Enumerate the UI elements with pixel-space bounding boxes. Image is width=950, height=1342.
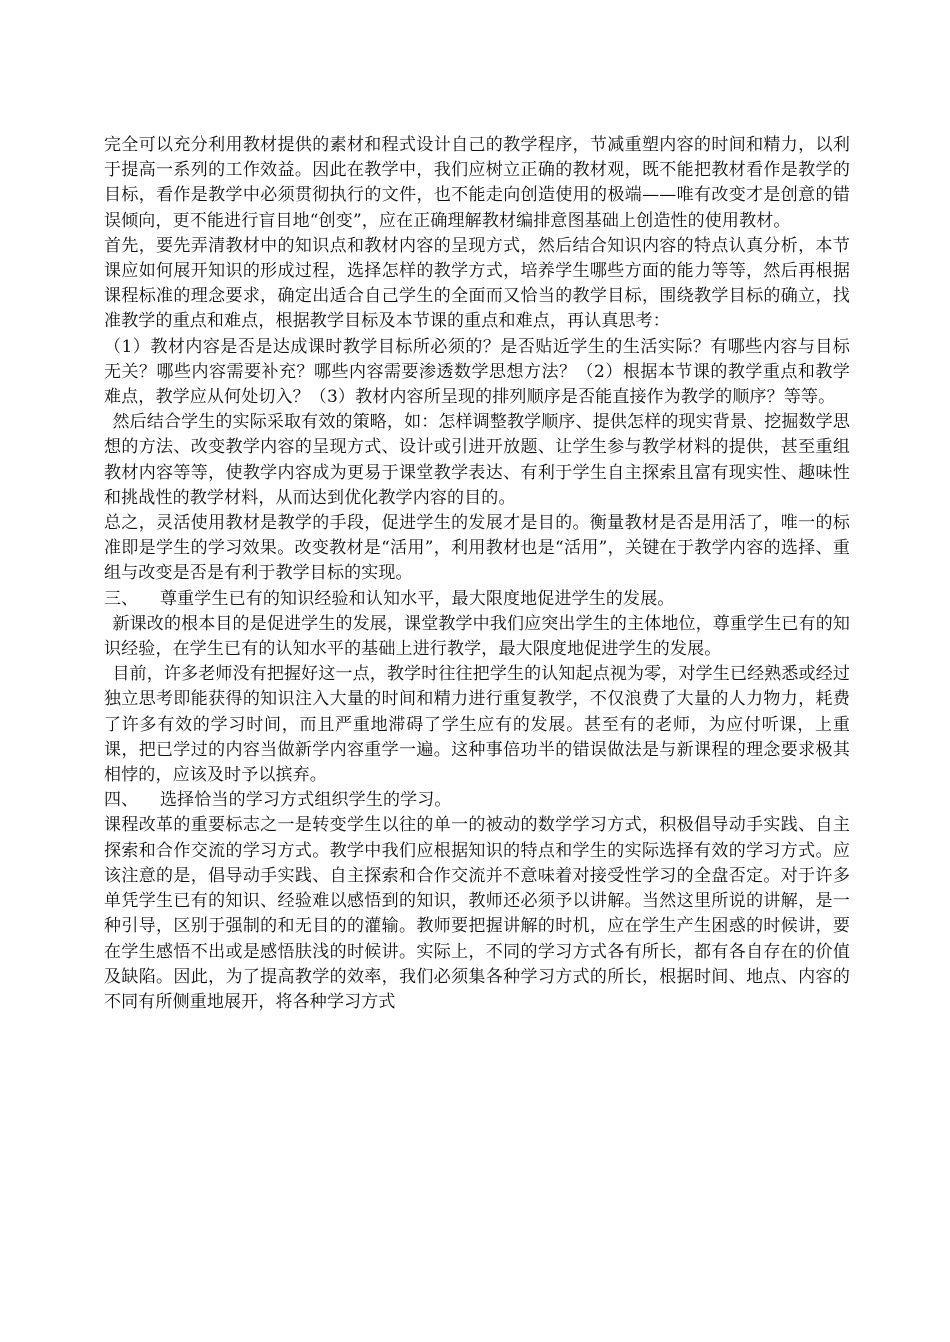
- section-title-4: 选择恰当的学习方式组织学生的学习。: [160, 790, 452, 811]
- section-heading-3: [104, 587, 850, 612]
- paragraph-current-problem: 目前，许多老师没有把握好这一点，教学时往往把学生的认知起点视为零，对学生已经熟悉或经过独立思考即能获得的知识注入大量的时间和精力进行重复教学，不仅浪费了大量的人力物力，耗费了许多有效的学习时间，而且严重地滞碍了学生应有的发展。甚至有的老师，为应付听课，上重课，把已学过的内容当做新学内容重学一遍。这种事倍功半的错误做法是与新课程的理念要求极其相悖的，应该及时予以摈弃。: [104, 664, 850, 786]
- paragraph-conclusion: 总之，灵活使用教材是教学的手段，促进学生的发展才是目的。衡量教材是否是用活了，唯一的标准即是学生的学习效果。改变教材是“活用”，利用教材也是“活用”，关键在于教学内容的选择、重组与改变是否是有利于教学目标的实现。: [104, 513, 850, 584]
- section-number-3: 三、: [104, 588, 139, 609]
- paragraph-questions: （1）教材内容是否是达成课时教学目标所必须的？是否贴近学生的生活实际？有哪些内容与目标无关？哪些内容需要补充？哪些内容需要渗透数学思想方法？（2）根据本节课的教学重点和教学难点，教学应从何处切入？（3）教材内容所呈现的排列顺序是否能直接作为教学的顺序？等等。: [104, 336, 850, 408]
- section-title-3: 尊重学生已有的知识经验和认知水平，最大限度地促进学生的发展。: [160, 588, 675, 609]
- document-body: [104, 133, 850, 1015]
- paragraph-strategies: 然后结合学生的实际采取有效的策略，如：怎样调整教学顺序、提供怎样的现实背景、挖掘数学思想的方法、改变教学内容的呈现方式、设计或引进开放题、让学生参与教学材料的提供，甚至重组教材内容等等，使教学内容成为更易于课堂教学表达、有利于学生自主探索且富有现实性、趣味性和挑战性的教学材料，从而达到优化教学内容的目的。: [104, 412, 850, 508]
- paragraph-learning-methods: 课程改革的重要标志之一是转变学生以往的单一的被动的数学学习方式，积极倡导动手实践、自主探索和合作交流的学习方式。教学中我们应根据知识的特点和学生的实际选择有效的学习方式。应该注意的是，倡导动手实践、自主探索和合作交流并不意味着对接受性学习的全盘否定。对于许多单凭学生已有的知识、经验难以感悟到的知识，教师还必须予以讲解。当然这里所说的讲解，是一种引导，区别于强制的和无目的的灌输。教师要把握讲解的时机，应在学生产生困惑的时候讲，要在学生感悟不出或是感悟肤浅的时候讲。实际上，不同的学习方式各有所长，都有各自存在的价值及缺陷。因此，为了提高教学的效率，我们必须集各种学习方式的所长，根据时间、地点、内容的不同有所侧重地展开，将各种学习方式: [104, 815, 850, 1012]
- section-number-4: 四、: [104, 790, 139, 811]
- section-heading-4: [104, 788, 850, 813]
- paragraph-first-step: 首先，要先弄清教材中的知识点和教材内容的呈现方式，然后结合知识内容的特点认真分析，本节课应如何展开知识的形成过程，选择怎样的教学方式，培养学生哪些方面的能力等等，然后再根据课程标准的理念要求，确定出适合自己学生的全面而又恰当的教学目标，围绕教学目标的确立，找准教学的重点和难点，根据教学目标及本节课的重点和难点，再认真思考：: [104, 235, 850, 332]
- paragraph-textbook-view: 完全可以充分利用教材提供的素材和程式设计自己的教学程序，节减重塑内容的时间和精力，以利于提高一系列的工作效益。因此在教学中，我们应树立正确的教材观，既不能把教材看作是教学的目标，看作是教学中必须贯彻执行的文件，也不能走向创造使用的极端——唯有改变才是创意的错误倾向，更不能进行盲目地“创变”，应在正确理解教材编排意图基础上创造性的使用教材。: [104, 135, 850, 231]
- paragraph-curriculum-goal: 新课改的根本目的是促进学生的发展，课堂教学中我们应突出学生的主体地位，尊重学生已有的知识经验，在学生已有的认知水平的基础上进行教学，最大限度地促进学生的发展。: [104, 613, 850, 660]
